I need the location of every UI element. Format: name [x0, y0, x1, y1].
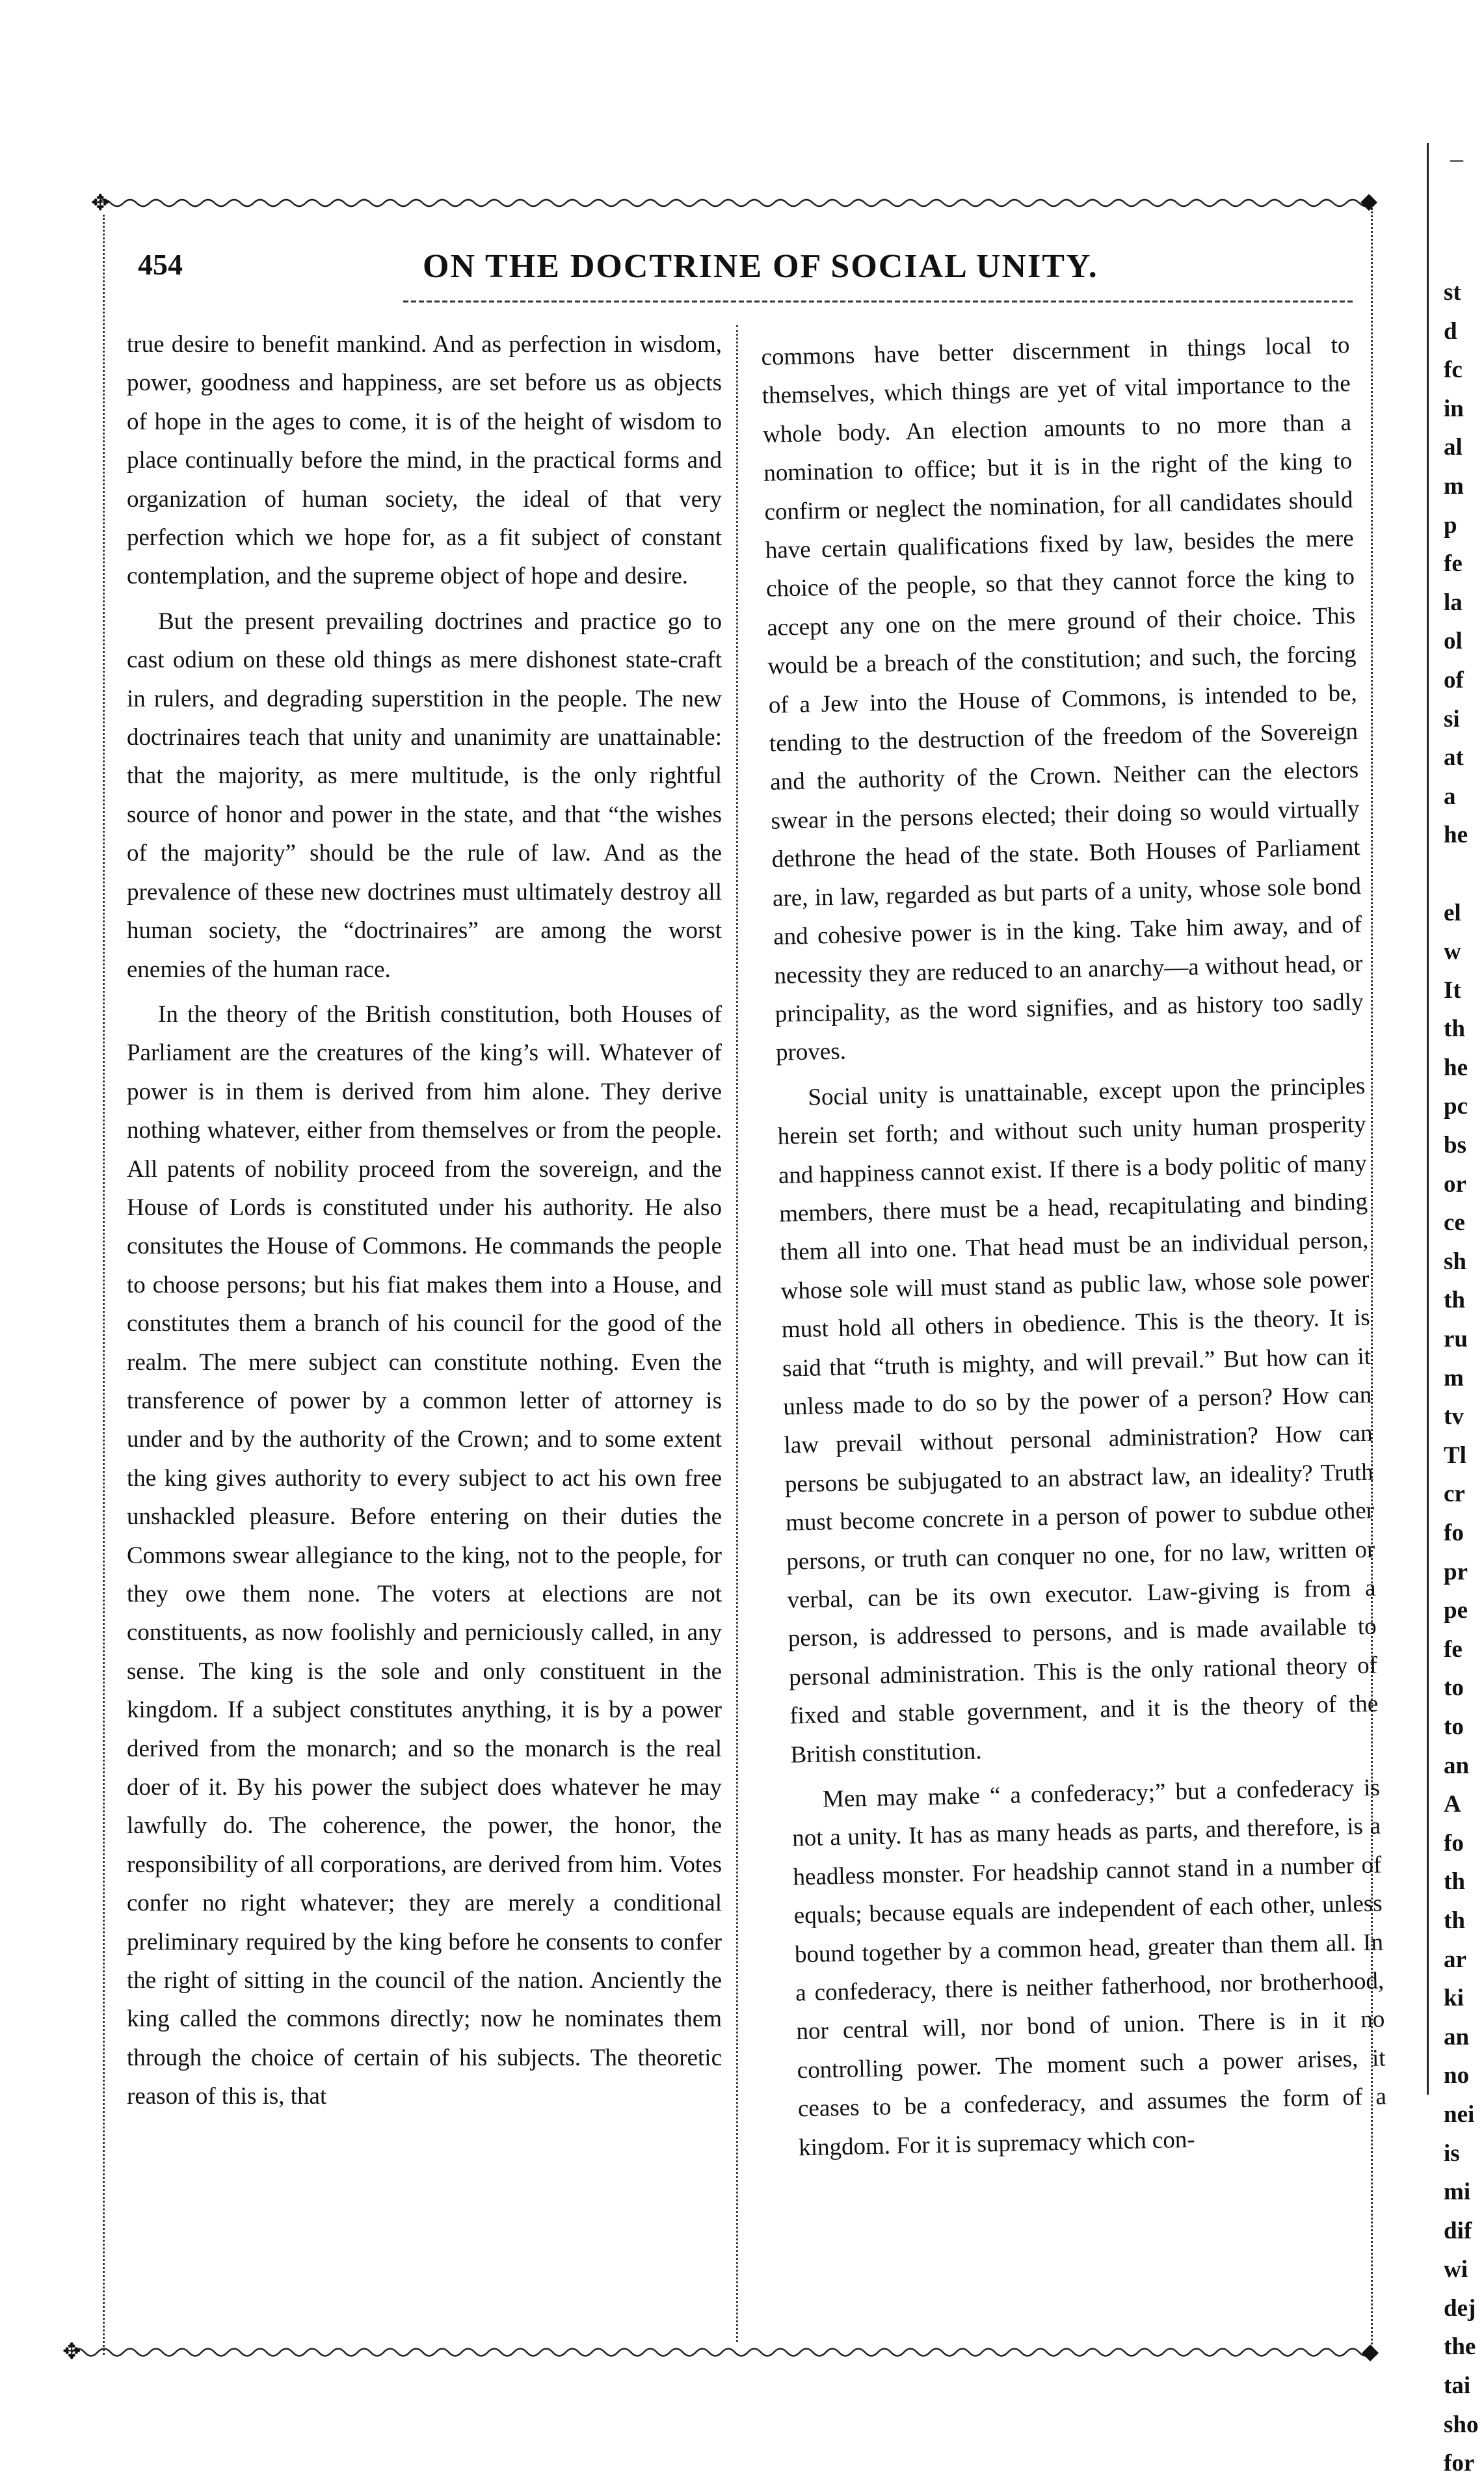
- facing-page-line-fragment: to: [1444, 1674, 1464, 1702]
- facing-page-line-fragment: is: [1444, 2140, 1460, 2167]
- facing-page-line-fragment: d: [1444, 317, 1457, 345]
- facing-page-line-fragment: m: [1444, 472, 1464, 500]
- facing-page-line-fragment: pc: [1444, 1093, 1468, 1120]
- paragraph: true desire to benefit mankind. And as perfection in wisdom, power, goodness and happiness, are set before us as objects of hope in the ages to come, it is of the height of wisdom to place continually before the mind, in the practical forms and organization of human society, the ideal of that very perfection which we hope for, as a fit subject of constant contemplation, and the supreme object of hope and desire.: [127, 331, 722, 590]
- facing-page-line-fragment: the: [1444, 2333, 1476, 2361]
- paragraph: But the present prevailing doctrines and practice go to cast odium on these old things as mere dishonest state-craft in rulers, and degrading superstition in the people. The new doctrinaires teach that unity and unanimity are unattainable: that the majority, as mere multitude, is the only rightful source of honor and power in the state, and that “the wishes of the majority” should be the rule of law. And as the prevalence of these new doctrines must ultimately destroy all human society, the “doctrinaires” are among the worst enemies of the human race.: [127, 608, 722, 983]
- facing-page-line-fragment: cr: [1444, 1481, 1465, 1508]
- facing-page-line-fragment: pr: [1444, 1558, 1468, 1585]
- facing-page-line-fragment: fo: [1444, 1520, 1464, 1546]
- facing-page-line-fragment: tv: [1444, 1403, 1464, 1430]
- paragraph: Men may make “ a confederacy;” but a confederacy is not a unity. It has as many heads as parts, and therefore, is a headless monster. For headship cannot stand in a number of equals; because equals are independent of each other, unless bound together by a common head, greater than them all. In a confederacy, there is neither fatherhood, nor brotherhood, nor central will, nor bond of union. There is in it no controlling power. The moment such a power arises, it ceases to be a confederacy, and assumes the form of a kingdom. For it is supremacy which con-: [791, 1774, 1387, 2162]
- facing-page-line-fragment: mi: [1444, 2179, 1471, 2206]
- page-number: 454: [138, 248, 183, 281]
- facing-page-line-fragment: ce: [1444, 1209, 1465, 1237]
- facing-page-line-fragment: st: [1444, 279, 1461, 306]
- facing-page-line-fragment: w: [1444, 938, 1461, 965]
- top-ornamental-border: [98, 196, 1372, 209]
- running-title: ON THE DOCTRINE OF SOCIAL UNITY.: [423, 248, 1098, 285]
- facing-page-line-fragment: ki: [1444, 1985, 1464, 2012]
- facing-page-line-fragment: or: [1444, 1170, 1466, 1198]
- facing-page-line-fragment: dif: [1444, 2217, 1472, 2244]
- facing-page-border: [1427, 143, 1435, 2095]
- facing-page-line-fragment: p: [1444, 511, 1457, 539]
- facing-page-line-fragment: la: [1444, 589, 1463, 616]
- facing-page-line-fragment: fo: [1444, 1829, 1464, 1857]
- right-text-column: [761, 326, 1388, 2173]
- facing-page-line-fragment: th: [1444, 1907, 1465, 1934]
- facing-page-line-fragment: bs: [1444, 1132, 1466, 1159]
- facing-page-line-fragment: fe: [1444, 550, 1463, 578]
- facing-page-line-fragment: al: [1444, 434, 1463, 461]
- left-border-rule: [103, 215, 109, 2355]
- paragraph: Social unity is unattainable, except upon the principles herein set forth; and without such unity human prosperity and happiness cannot exist. If there is a body politic of many members, there must be a head, recapitulating and binding them all into one. That head must be an individual person, whose sole will must stand as public law, whose sole power must hold all others in obedience. This is the theory. It is said that “truth is mighty, and will prevail.” But how can it unless made to do so by the power of a person? How can law prevail without personal administration? How can persons be subjugated to an abstract law, an ideality? Truth must become concrete in a person of power to subdue other persons, or truth can conquer no one, for no law, written or verbal, can be its own executor. Law-giving is from a person, is addressed to persons, and is made available to personal administration. This is the only rational theory of fixed and stable government, and it is the theory of the British constitution.: [777, 1072, 1379, 1769]
- facing-page-line-fragment: nei: [1444, 2100, 1475, 2128]
- facing-page-line-fragment: for: [1444, 2450, 1475, 2477]
- facing-page-line-fragment: dej: [1444, 2294, 1476, 2322]
- facing-page-line-fragment: th: [1444, 1287, 1465, 1314]
- paragraph: commons have better discernment in things local to themselves, which things are yet of vital importance to the whole body. An election amounts to no more than a nomination to office; but it is in the right of the king to confirm or neglect the nomination, for all candidates should have certain qualifications fixed by law, besides the mere choice of the people, so that they cannot force the king to accept any one on the mere ground of their choice. This would be a breach of the constitution; and such, the forcing of a Jew into the House of Commons, is intended to be, tending to the destruction of the freedom of the Sovereign and the authority of the Crown. Neither can the electors swear in the persons elected; their doing so would virtually dethrone the head of the state. Both Houses of Parliament are, in law, regarded as but parts of a unity, whose sole bond and cohesive power is in the king. Take him away, and of necessity they are reduced to an anarchy—a without head, or principality, as the word signifies, and as history too sadly proves.: [761, 332, 1364, 1067]
- corner-ornament-bottom-left: ✥: [62, 2339, 81, 2365]
- facing-page-line-fragment: ol: [1444, 628, 1463, 655]
- header-rule: [403, 301, 1353, 302]
- facing-page-line-fragment: a: [1444, 783, 1456, 810]
- facing-page-line-fragment: fe: [1444, 1635, 1463, 1663]
- facing-page-line-fragment: It: [1444, 976, 1461, 1004]
- facing-page-line-fragment: in: [1444, 395, 1464, 422]
- facing-page-edge: [1418, 130, 1484, 2477]
- bottom-ornamental-border: [72, 2345, 1372, 2359]
- left-text-column: [127, 325, 722, 2123]
- facing-page-top-mark: –: [1450, 144, 1463, 173]
- facing-page-line-fragment: of: [1444, 666, 1464, 693]
- facing-page-line-fragment: ru: [1444, 1326, 1468, 1353]
- facing-page-fragments: [1444, 273, 1478, 2483]
- facing-page-line-fragment: ar: [1444, 1946, 1466, 1973]
- corner-ornament-top-right: ◆: [1360, 188, 1378, 214]
- facing-page-line-fragment: el: [1444, 899, 1461, 926]
- facing-page-line-fragment: [1444, 855, 1478, 894]
- facing-page-line-fragment: an: [1444, 1752, 1470, 1779]
- facing-page-line-fragment: tai: [1444, 2372, 1471, 2400]
- facing-page-line-fragment: he: [1444, 822, 1468, 849]
- facing-page-line-fragment: sho: [1444, 2411, 1479, 2438]
- facing-page-line-fragment: at: [1444, 744, 1464, 772]
- facing-page-line-fragment: th: [1444, 1868, 1465, 1896]
- facing-page-line-fragment: to: [1444, 1713, 1464, 1740]
- facing-page-line-fragment: wi: [1444, 2256, 1468, 2283]
- page-header: [130, 247, 1353, 299]
- facing-page-line-fragment: m: [1444, 1364, 1464, 1391]
- facing-page-line-fragment: fc: [1444, 356, 1463, 384]
- facing-page-line-fragment: an: [1444, 2023, 1470, 2050]
- paragraph: In the theory of the British constitution, both Houses of Parliament are the creatures of the king’s will. Whatever of power is in them is derived from him alone. They derive nothing whatever, either from themselves or from the people. All patents of nobility proceed from the sovereign, and the House of Lords is constituted under his authority. He also consitutes the House of Commons. He commands the people to choose persons; but his fiat makes them into a House, and constitutes them a branch of his council for the good of the realm. The mere subject can constitute nothing. Even the transference of power by a common letter of attorney is under and by the authority of the Crown; and to some extent the king gives authority to every subject to act his own free unshackled pleasure. Before entering on their duties the Commons swear allegiance to the king, not to the people, for they owe them none. The voters at elections are not constituents, as now foolishly and perniciously called, in any sense. The king is the sole and only constituent in the kingdom. If a subject constitutes anything, it is by a power derived from the monarch; and so the monarch is the real doer of it. By his power the subject does whatever he may lawfully do. The coherence, the power, the honor, the responsibility of all corporations, are derived from him. Votes confer no right whatever; they are merely a conditional preliminary required by the king before he consents to confer the right of sitting in the council of the nation. Anciently the king called the commons directly; now he nominates them through the choice of certain of his subjects. The theoretic reason of this is, that: [127, 1000, 722, 2110]
- facing-page-line-fragment: he: [1444, 1054, 1468, 1081]
- facing-page-line-fragment: sh: [1444, 1248, 1466, 1275]
- facing-page-line-fragment: no: [1444, 2062, 1470, 2089]
- facing-page-line-fragment: A: [1444, 1791, 1461, 1818]
- facing-page-line-fragment: pe: [1444, 1597, 1468, 1624]
- facing-page-line-fragment: si: [1444, 705, 1460, 732]
- facing-page-line-fragment: Tl: [1444, 1442, 1466, 1469]
- facing-page-line-fragment: th: [1444, 1015, 1465, 1043]
- corner-ornament-top-left: ✥: [91, 190, 110, 216]
- corner-ornament-bottom-right: ◆: [1362, 2339, 1379, 2365]
- column-divider: [736, 325, 740, 2342]
